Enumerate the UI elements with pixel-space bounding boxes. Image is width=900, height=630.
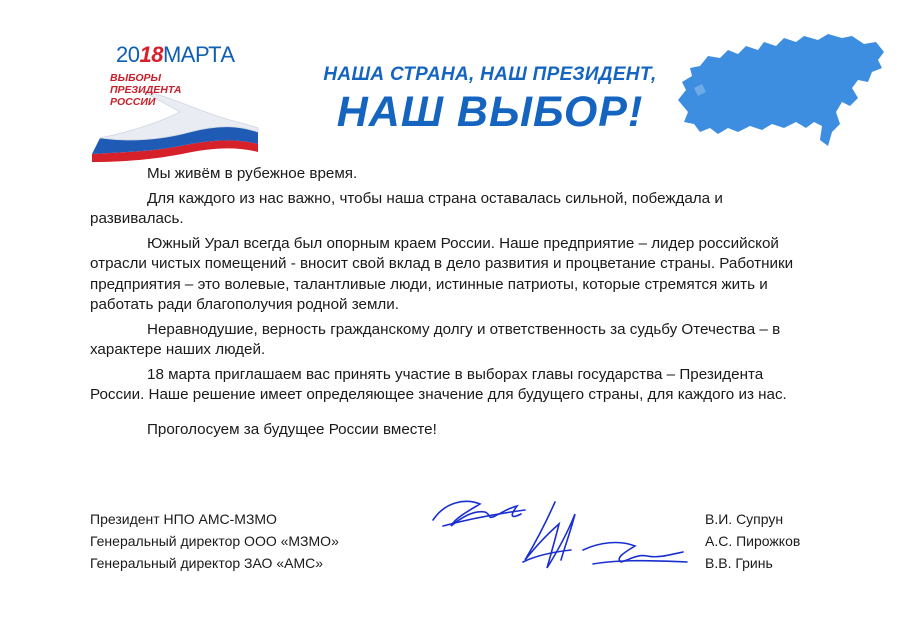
logo-date-month: МАРТА	[162, 42, 235, 67]
letter-paragraph-3: Южный Урал всегда был опорным краем России. Наше предприятие – лидер российской отрасли чистых помещений - вносит свой вклад в дело развития и процветание страны. Работники предприятия – это волевые, талантливые люди, истинные патриоты, которые стремятся жить и работать ради благополучия родной земли.	[90, 234, 794, 313]
signatory-name-1: В.И. Супрун	[705, 511, 784, 527]
logo-caption	[110, 72, 182, 108]
handwritten-signatures-icon	[425, 490, 695, 585]
slogan	[310, 64, 670, 137]
logo-date-day: 18	[139, 42, 163, 67]
slogan-line-2: НАШ ВЫБОР!	[336, 88, 644, 136]
signatory-title-3: Генеральный директор ЗАО «АМС»	[90, 555, 323, 571]
signatory-name-3: В.В. Гринь	[705, 555, 773, 571]
letter-paragraph-1: Мы живём в рубежное время.	[147, 165, 358, 182]
letter-paragraph-5: 18 марта приглашаем вас принять участие в выборах главы государства – Президента России. Наше решение имеет определяющее значение для будущего страны, для каждого из нас.	[90, 365, 787, 403]
signatory-names	[705, 508, 800, 574]
logo-line-2: ПРЕЗИДЕНТА	[110, 84, 182, 96]
slogan-line-1: НАША СТРАНА, НАШ ПРЕЗИДЕНТ,	[323, 64, 657, 85]
letter-paragraph-2: Для каждого из нас важно, чтобы наша страна оставалась сильной, побеждала и развивалась.	[90, 189, 723, 227]
logo-line-3: РОССИИ	[110, 96, 156, 108]
signatory-titles	[90, 508, 339, 574]
signatory-title-1: Президент НПО АМС-МЗМО	[90, 511, 277, 527]
logo-date	[116, 42, 235, 68]
signatory-name-2: А.С. Пирожков	[705, 533, 801, 549]
signatory-title-2: Генеральный директор ООО «МЗМО»	[90, 533, 339, 549]
letter-body	[90, 164, 812, 444]
logo-date-year-prefix: 20	[116, 42, 140, 67]
letter-closing: Проголосуем за будущее России вместе!	[147, 420, 437, 438]
letter-paragraph-4: Неравнодушие, верность гражданскому долгу и ответственность за судьбу Отечества – в характере наших людей.	[90, 320, 781, 358]
russia-map-icon	[672, 28, 887, 153]
logo-line-1: ВЫБОРЫ	[110, 72, 162, 84]
election-logo	[90, 42, 260, 157]
